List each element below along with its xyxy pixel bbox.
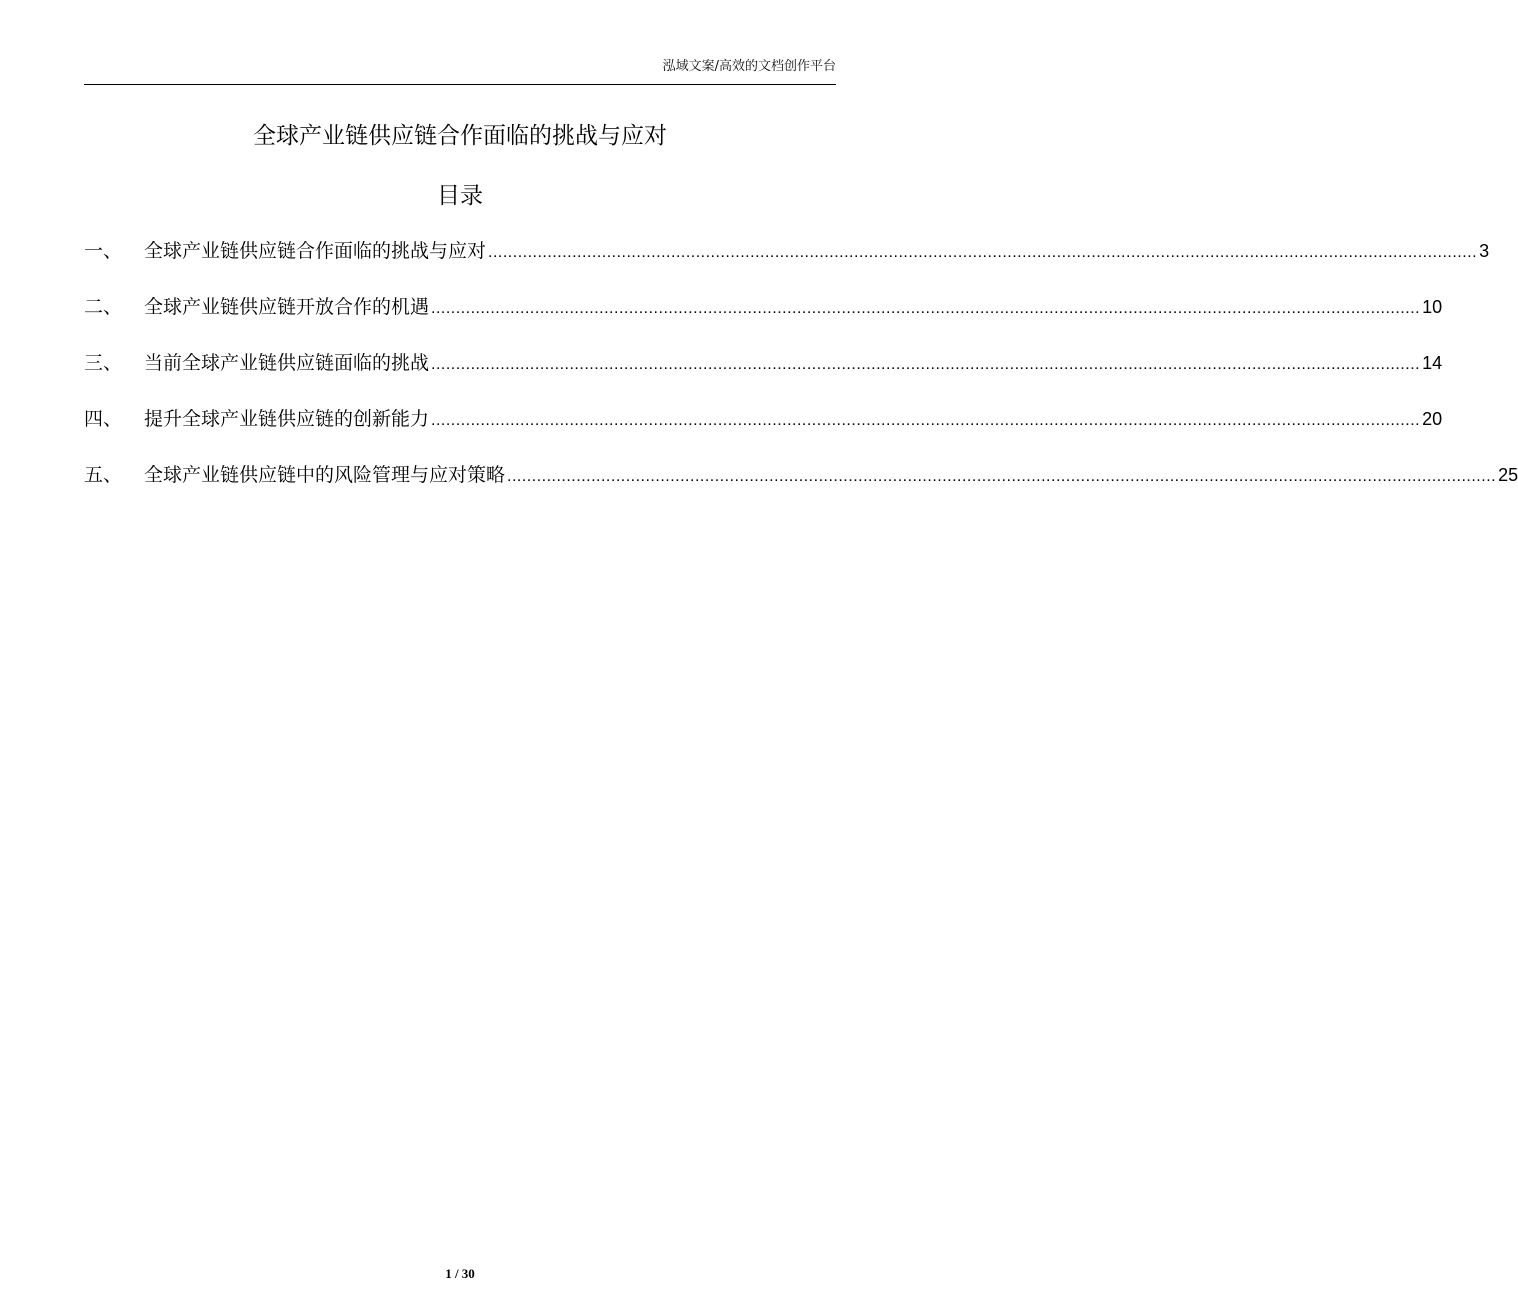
toc-entry-number: 二、 xyxy=(84,296,123,318)
toc-dot-leader: ........................................................................................................................................................................................................ xyxy=(507,468,1497,485)
toc-entry-number: 五、 xyxy=(84,464,123,486)
toc-dot-leader: ........................................................................................................................................................................................................ xyxy=(431,412,1421,429)
toc-entry-number: 三、 xyxy=(84,352,123,374)
toc-entry-number: 一、 xyxy=(84,240,123,262)
toc-dot-leader: ........................................................................................................................................................................................................ xyxy=(488,244,1478,261)
toc-entry-page: 14 xyxy=(1422,353,1443,373)
header-text: 泓域文案/高效的文档创作平台 xyxy=(662,59,836,74)
toc-entry-page: 3 xyxy=(1479,241,1490,261)
toc-entry-title[interactable]: 当前全球产业链供应链面临的挑战 xyxy=(144,352,430,374)
toc-entry-title[interactable]: 全球产业链供应链开放合作的机遇 xyxy=(144,296,430,318)
toc-entry[interactable] xyxy=(84,457,1518,513)
toc-entry-page: 10 xyxy=(1422,297,1443,317)
toc-entry-page: 25 xyxy=(1498,465,1518,485)
toc-entry-number: 四、 xyxy=(84,408,123,430)
toc-entry[interactable] xyxy=(84,233,1490,289)
header-divider xyxy=(84,84,836,85)
page-number: 1 / 30 xyxy=(445,1266,475,1281)
toc-entry-title[interactable]: 提升全球产业链供应链的创新能力 xyxy=(144,408,430,430)
document-title: 全球产业链供应链合作面临的挑战与应对 xyxy=(253,123,667,149)
toc-entry[interactable] xyxy=(84,289,1443,345)
toc-dot-leader: ........................................................................................................................................................................................................ xyxy=(431,300,1421,317)
toc-entry-title[interactable]: 全球产业链供应链中的风险管理与应对策略 xyxy=(144,464,506,486)
toc-entry-title[interactable]: 全球产业链供应链合作面临的挑战与应对 xyxy=(144,240,487,262)
toc-heading: 目录 xyxy=(437,183,483,209)
table-of-contents xyxy=(84,233,1518,513)
toc-entry-page: 20 xyxy=(1422,409,1443,429)
toc-entry[interactable] xyxy=(84,401,1443,457)
toc-entry[interactable] xyxy=(84,345,1443,401)
toc-dot-leader: ........................................................................................................................................................................................................ xyxy=(431,356,1421,373)
